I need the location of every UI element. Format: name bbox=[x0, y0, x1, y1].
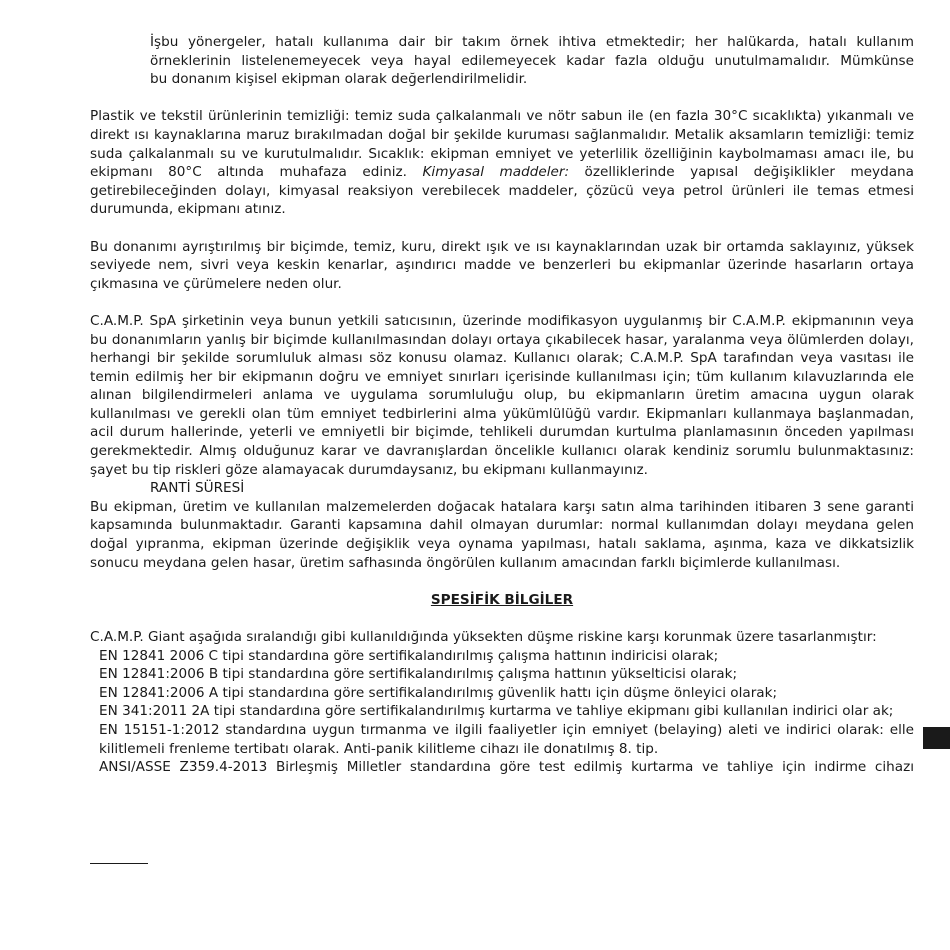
specific-intro: C.A.M.P. Giant aşağıda sıralandığı gibi kullanıldığında yüksekten düşme riskine karşı korunmak üzere tasarlanmıştır: bbox=[90, 629, 877, 645]
standard-item: EN 12841:2006 A tipi standardına göre sertifikalandırılmış güvenlik hattı için düşme önleyici olarak; bbox=[99, 684, 778, 701]
footnote-rule bbox=[90, 863, 148, 864]
standard-item: ANSI/ASSE Z359.4-2013 Birleşmiş Milletler standardına göre test edilmiş kurtarma ve tahliye için indirme cihazı bbox=[99, 759, 914, 776]
standard-item: EN 15151-1:2012 standardına uygun tırmanma ve ilgili faaliyetler için emniyet (belaying) aleti ve indirici olarak: elle kilitlemeli frenleme tertibatı olarak. Anti-panik kilitleme cihazı ile donatılmış 8. tip. bbox=[99, 721, 914, 757]
warranty-label: RANTİ SÜRESİ bbox=[150, 480, 245, 497]
standard-item: EN 12841:2006 B tipi standardına göre sertifikalandırılmış çalışma hattının yükselticisi olarak; bbox=[99, 666, 738, 683]
chemical-label: Kimyasal maddeler: bbox=[422, 164, 570, 181]
standard-item: EN 12841 2006 C tipi standardına göre sertifikalandırılmış çalışma hattının indiricisi olarak; bbox=[99, 647, 719, 664]
section-heading: SPESİFİK BİLGİLER bbox=[430, 591, 574, 608]
document-page bbox=[90, 33, 914, 777]
storage-paragraph: Bu donanımı ayrıştırılmış bir biçimde, temiz, kuru, direkt ışık ve ısı kaynaklarından uzak bir ortamda saklayınız, yüksek seviyede nem, sivri veya keskin kenarlar, aşındırıcı madde ve benzerleri bu ekipmanlar üzerinde hasarların ortaya çıkmasına ve çürümelere neden olur. bbox=[90, 238, 914, 292]
liability-paragraph: C.A.M.P. SpA şirketinin veya bunun yetkili satıcısının, üzerinde modifikasyon uygulanmış bir C.A.M.P. ekipmanının veya bu donanımların yanlış bir biçimde kullanılmasından dolayı ortaya çıkabilecek hasar, yaralanma veya ölümlerden dolayı, herhangi bir şekilde sorumluluk alması söz konusu olamaz. Kullanıcı olarak; C.A.M.P. SpA tarafından veya vasıtası ile temin edilmiş her bir ekipmanın doğru ve emniyet sınırları içerisinde kullanılması için; tüm kullanım kılavuzlarında ele alınan bilgilendirmeleri anlama ve uygulama sorumluluğu olup, bu ekipmanların üretim amacına uygun olarak kullanılması ve gerekli olan tüm emniyet tedbirlerini alma yükümlülüğü vardır. Ekipmanları kullanmaya başlanmadan, acil durum hallerinde, yeterli ve emniyetli bir biçimde, tehlikeli durumdan kurtulma planlamasının önceden yapılması gerekmektedir. Almış olduğunuz karar ve davranışlardan öncelikle kullanıcı olarak kendiniz sorumlu bulunmaktasınız: şayet bu tip riskleri göze alamayacak durumdaysanız, bu ekipmanı kullanmayınız. bbox=[90, 312, 914, 478]
standard-item: EN 341:2011 2A tipi standardına göre sertifikalandırılmış kurtarma ve tahliye ekipmanı gibi kullanılan indirici olar ak; bbox=[99, 703, 894, 720]
intro-line: bu donanım kişisel ekipman olarak değerlendirilmelidir. bbox=[150, 71, 528, 88]
intro-line: İşbu yönergeler, hatalı kullanıma dair bir takım örnek ihtiva etmektedir; her halükarda, hatalı kullanım bbox=[150, 34, 914, 50]
page-edge-tab bbox=[923, 727, 950, 749]
warranty-paragraph: Bu ekipman, üretim ve kullanılan malzemelerden doğacak hatalara karşı satın alma tarihinden itibaren 3 sene garanti kapsamında bulunmaktadır. Garanti kapsamına dahil olmayan durumlar: normal kullanımdan dolayı meydana gelen doğal yıpranma, ekipman üzerinde değişiklik veya oynama yapılması, hatalı saklama, aşınma, kaza ve dikkatsizlik sonucu meydana gelen hasar, üretim safhasında öngörülen kullanım amacından farklı biçimlerde kullanılması. bbox=[90, 498, 914, 571]
cleaning-paragraph bbox=[90, 107, 914, 219]
intro-paragraph bbox=[90, 33, 914, 89]
cleaning-text-2: özelliklerinde yapısal değişiklikler meydana getirebileceğinden dolayı, kimyasal reaksiyon verebilecek maddeler, çözücü veya petrol ürünleri ile temas etmesi durumunda, ekipmanı atınız. bbox=[90, 164, 914, 218]
intro-line: örneklerinin listelenemeyecek veya hayal edilemeyecek kadar fazla olduğu unutulmamalıdır. Mümkünse bbox=[150, 52, 914, 69]
cleaning-text-1: Plastik ve tekstil ürünlerinin temizliği: temiz suda çalkalanmalı ve nötr sabun ile (en fazla 30°C sıcaklıkta) yıkanmalı ve direkt ısı kaynaklarına maruz bırakılmadan doğal bir şekilde kuruması sağlanmalıdır. Metalik aksamların temizliği: temiz suda çalkalanmalı su ve kurutulmalıdır. Sıcaklık: ekipman emniyet ve yeterlilik özelliğinin kaybolmaması amacı ile, bu ekipmanı 80°C altında muhafaza ediniz. bbox=[90, 108, 914, 181]
